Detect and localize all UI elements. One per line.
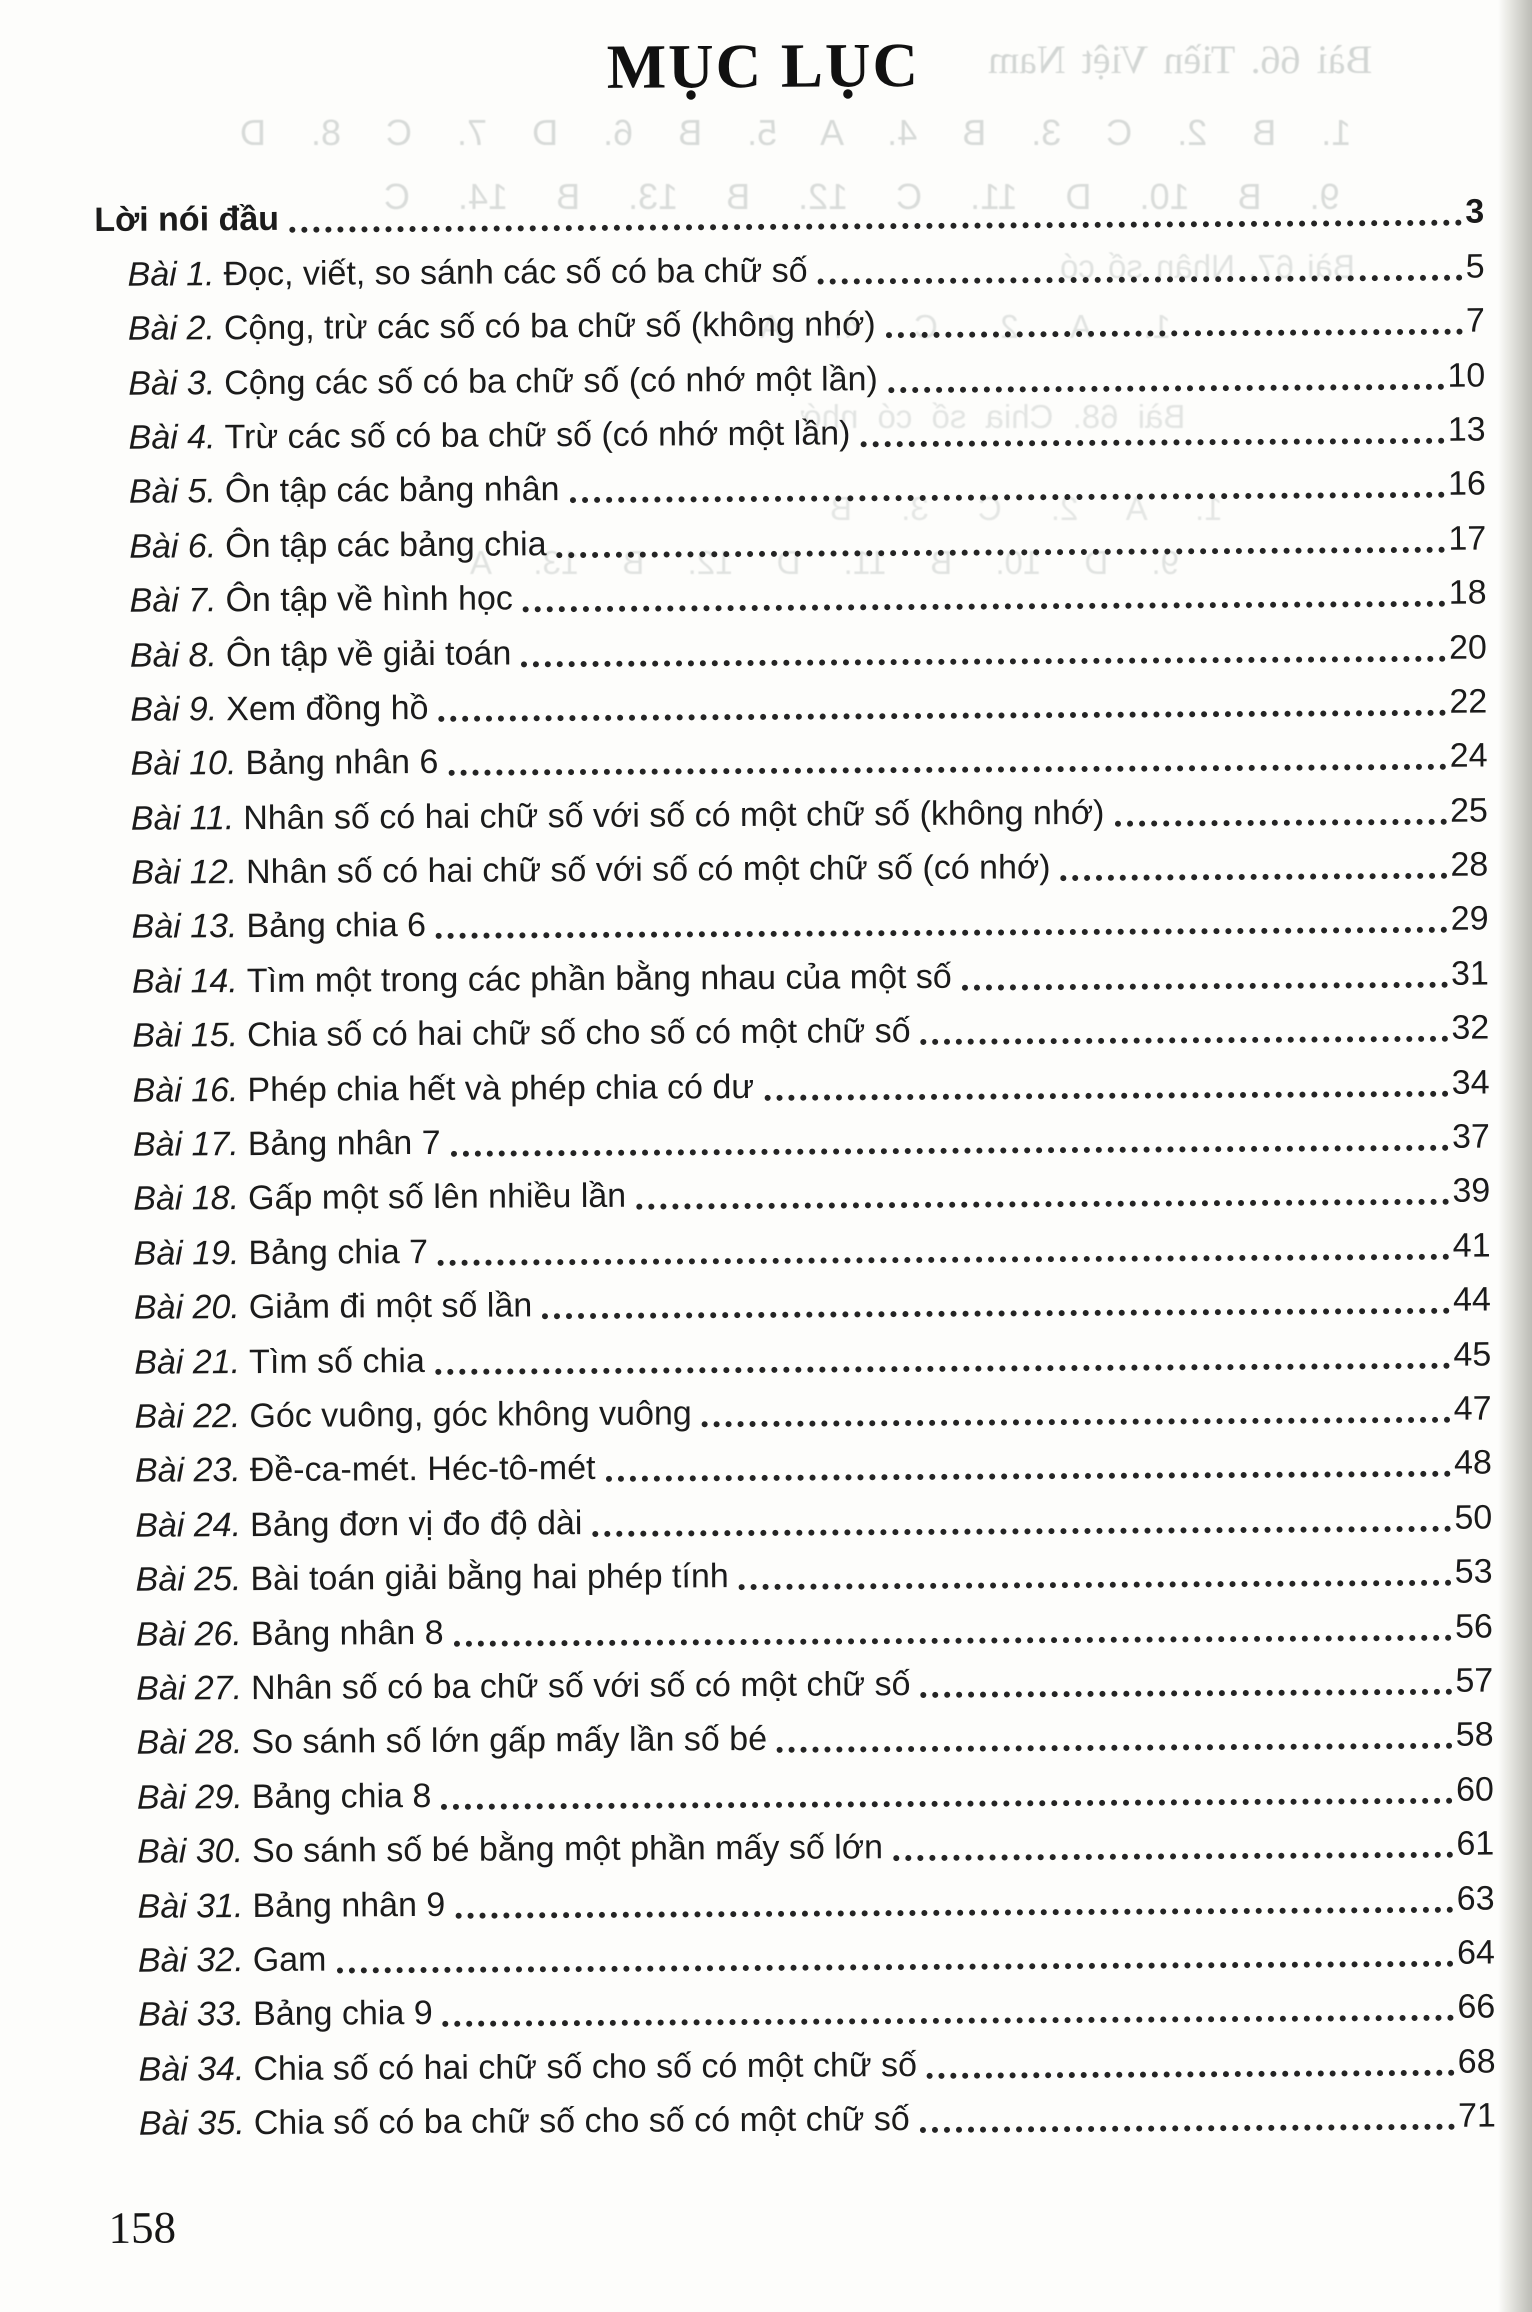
toc-entry-row — [101, 1267, 1491, 1330]
dotted-leader — [570, 492, 1446, 503]
bleed-through-text: Bài 68. Chia số có nhớ — [800, 398, 1186, 435]
toc-entry-row — [99, 1050, 1489, 1113]
dotted-leader — [739, 1580, 1452, 1590]
entry-lesson-label: Bài 1. — [127, 255, 215, 294]
dotted-leader — [592, 1525, 1451, 1536]
entry-page-number: 44 — [1452, 1280, 1492, 1319]
entry-page-number: 24 — [1449, 736, 1488, 776]
entry-page-number: 22 — [1449, 682, 1488, 721]
preface-label: Lời nói đầu — [94, 200, 280, 240]
entry-title: So sánh số lớn gấp mấy lần số bé — [251, 1720, 768, 1762]
toc-entry-row — [95, 397, 1485, 460]
toc-entry-row — [103, 1648, 1493, 1711]
toc-entry-row — [97, 723, 1487, 786]
dotted-leader — [454, 1634, 1452, 1646]
toc-entry-row — [104, 1866, 1494, 1929]
toc-entry-row — [103, 1594, 1493, 1657]
entry-lesson-label: Bài 28. — [136, 1723, 243, 1763]
toc-entry-row — [95, 343, 1485, 406]
entry-lesson-label: Bài 14. — [131, 961, 238, 1001]
toc-entry-row — [105, 1974, 1495, 2037]
entry-lesson-label: Bài 19. — [133, 1233, 240, 1273]
page-title: MỤC LỤC — [606, 29, 921, 102]
entry-page-number: 10 — [1447, 356, 1486, 395]
toc-entry-row — [94, 234, 1484, 297]
entry-title: Nhân số có hai chữ số với số có một chữ số (không nhớ) — [243, 793, 1105, 837]
entry-lesson-label: Bài 25. — [135, 1560, 242, 1599]
entry-title: Tìm số chia — [248, 1341, 425, 1381]
entry-title: Bảng nhân 6 — [245, 743, 439, 783]
entry-lesson-label: Bài 3. — [128, 363, 216, 403]
toc-entry-row — [96, 451, 1486, 514]
dotted-leader — [886, 329, 1463, 339]
toc-entry-row — [104, 1811, 1494, 1874]
entry-title: Ôn tập các bảng nhân — [224, 470, 560, 511]
entry-title: Ôn tập về hình học — [225, 579, 513, 620]
dotted-leader — [888, 383, 1445, 392]
dotted-leader — [962, 982, 1448, 991]
entry-page-number: 45 — [1453, 1335, 1492, 1374]
toc-entry-row — [98, 887, 1488, 950]
entry-lesson-label: Bài 32. — [137, 1941, 244, 1980]
entry-lesson-label: Bài 8. — [129, 635, 217, 675]
dotted-leader — [438, 1254, 1450, 1266]
entry-lesson-label: Bài 9. — [130, 690, 218, 729]
entry-lesson-label: Bài 34. — [138, 2049, 245, 2089]
dotted-leader — [448, 764, 1446, 776]
entry-title: Gấp một số lên nhiều lần — [247, 1177, 627, 1218]
entry-title: Đọc, viết, so sánh các số có ba chữ số — [223, 251, 808, 293]
entry-title: Bảng đơn vị đo độ dài — [249, 1503, 583, 1544]
entry-lesson-label: Bài 15. — [132, 1016, 239, 1056]
entry-lesson-label: Bài 4. — [128, 418, 216, 457]
bleed-through-text: 1. A 2. C 3. B — [830, 490, 1223, 527]
entry-page-number: 28 — [1450, 845, 1489, 884]
bleed-through-text: 9. D 10. B 11. D 12. B 13. A — [470, 544, 1179, 581]
entry-lesson-label: Bài 20. — [133, 1288, 240, 1327]
dotted-leader — [443, 2015, 1455, 2027]
entry-title: Gam — [252, 1940, 327, 1979]
dotted-leader — [439, 710, 1447, 722]
bleed-through-text: Bài 66. Tiền Việt Nam — [988, 37, 1373, 82]
entry-title: Bảng chia 6 — [246, 906, 427, 946]
dotted-leader — [920, 2124, 1455, 2133]
dotted-leader — [441, 1797, 1453, 1809]
entry-lesson-label: Bài 5. — [128, 472, 217, 512]
entry-title: Bài toán giải bằng hai phép tính — [250, 1557, 729, 1599]
entry-page-number: 16 — [1447, 464, 1487, 504]
entry-lesson-label: Bài 27. — [136, 1669, 243, 1708]
entry-lesson-label: Bài 31. — [137, 1886, 244, 1926]
dotted-leader — [777, 1743, 1453, 1753]
entry-lesson-label: Bài 2. — [127, 309, 216, 348]
toc-entry-row — [101, 1322, 1491, 1385]
entry-page-number: 34 — [1451, 1063, 1490, 1102]
toc-entry-row — [100, 1213, 1490, 1276]
entry-page-number: 32 — [1451, 1008, 1490, 1047]
entry-lesson-label: Bài 10. — [130, 744, 237, 784]
dotted-leader — [636, 1199, 1449, 1210]
entry-title: Bảng nhân 9 — [252, 1885, 446, 1925]
entry-title: Cộng các số có ba chữ số (có nhớ một lần) — [224, 359, 878, 402]
preface-page-number: 3 — [1465, 192, 1485, 232]
dotted-leader — [336, 1961, 1454, 1974]
entry-title: Bảng chia 7 — [248, 1232, 429, 1272]
entry-title: Bảng chia 9 — [252, 1994, 433, 2034]
toc-entry-row — [105, 1920, 1495, 1983]
entry-lesson-label: Bài 26. — [135, 1614, 242, 1654]
toc-entry-row — [106, 2083, 1496, 2146]
entry-title: Bảng nhân 8 — [250, 1613, 444, 1653]
entry-page-number: 57 — [1455, 1661, 1494, 1700]
table-of-contents — [94, 180, 1496, 2147]
entry-title: Chia số có hai chữ số cho số có một chữ số — [253, 2045, 918, 2088]
entry-lesson-label: Bài 7. — [129, 581, 217, 620]
page-edge-shadow — [1498, 0, 1532, 2312]
entry-title: Nhân số có ba chữ số với số có một chữ số — [250, 1664, 911, 1708]
toc-entry-row — [105, 2029, 1495, 2092]
entry-title: Chia số có hai chữ số cho số có một chữ số — [246, 1012, 911, 1055]
entry-title: So sánh số bé bằng một phần mấy số lớn — [251, 1828, 884, 1871]
entry-page-number: 20 — [1448, 628, 1488, 667]
entry-page-number: 5 — [1465, 247, 1485, 286]
entry-lesson-label: Bài 11. — [130, 798, 235, 838]
entry-page-number: 37 — [1451, 1117, 1491, 1156]
dotted-leader — [927, 2069, 1455, 2078]
dotted-leader — [920, 1689, 1452, 1698]
entry-page-number: 68 — [1457, 2042, 1496, 2081]
toc-entry-row — [97, 615, 1487, 678]
bleed-through-text: 9. B 10. D 11. C 12. B 13. B 14. C — [384, 176, 1340, 217]
toc-entry-row — [96, 506, 1486, 569]
entry-lesson-label: Bài 16. — [132, 1070, 239, 1110]
toc-entry-row — [99, 995, 1489, 1058]
toc-entry-row — [96, 560, 1486, 623]
dotted-leader — [455, 1906, 1453, 1918]
entry-page-number: 31 — [1450, 954, 1490, 993]
dotted-leader — [289, 220, 1462, 233]
dotted-leader — [1114, 818, 1447, 826]
entry-title: Phép chia hết và phép chia có dư — [247, 1067, 755, 1109]
dotted-leader — [764, 1090, 1449, 1100]
entry-page-number: 13 — [1447, 410, 1486, 449]
entry-page-number: 56 — [1454, 1607, 1494, 1646]
entry-title: Bảng nhân 7 — [247, 1123, 441, 1164]
entry-title: Đề-ca-mét. Héc-tô-mét — [249, 1449, 596, 1490]
toc-entry-row — [103, 1702, 1493, 1765]
entry-title: Cộng, trừ các số có ba chữ số (không nhớ) — [223, 305, 876, 348]
dotted-leader — [557, 546, 1446, 557]
entry-lesson-label: Bài 30. — [137, 1832, 244, 1871]
bleed-through-text: Bài 67. Nhân số có — [1060, 248, 1355, 285]
dotted-leader — [606, 1471, 1452, 1482]
entry-lesson-label: Bài 17. — [132, 1125, 239, 1164]
entry-page-number: 61 — [1456, 1824, 1495, 1863]
entry-page-number: 64 — [1456, 1933, 1495, 1972]
entry-lesson-label: Bài 13. — [131, 907, 238, 947]
dotted-leader — [436, 927, 1448, 939]
toc-entry-row — [100, 1159, 1490, 1222]
entry-page-number: 66 — [1457, 1987, 1496, 2026]
toc-entry-row — [99, 941, 1489, 1004]
entry-lesson-label: Bài 18. — [133, 1179, 240, 1219]
entry-title: Tìm một trong các phần bằng nhau của một số — [246, 957, 952, 1000]
toc-entry-row — [102, 1485, 1492, 1548]
entry-page-number: 50 — [1454, 1498, 1493, 1537]
entry-title: Ôn tập về giải toán — [225, 633, 512, 674]
entry-title: Nhân số có hai chữ số với số có một chữ số (có nhớ) — [246, 848, 1051, 892]
entry-lesson-label: Bài 24. — [135, 1505, 242, 1545]
bleed-through-text: 1. A 2. C 4. A — [760, 308, 1171, 345]
entry-page-number: 63 — [1456, 1878, 1495, 1918]
entry-page-number: 58 — [1455, 1715, 1494, 1755]
entry-title: Bảng chia 8 — [251, 1776, 432, 1816]
entry-page-number: 47 — [1453, 1389, 1492, 1428]
entry-title: Giảm đi một số lần — [248, 1286, 533, 1327]
dotted-leader — [702, 1417, 1451, 1428]
dotted-leader — [1061, 873, 1448, 881]
toc-entry-row — [102, 1430, 1492, 1493]
toc-entry-row — [98, 832, 1488, 895]
entry-page-number: 41 — [1452, 1226, 1491, 1265]
dotted-leader — [451, 1145, 1449, 1157]
toc-entry-row — [100, 1104, 1490, 1167]
dotted-leader — [542, 1308, 1450, 1320]
entry-page-number: 17 — [1448, 519, 1487, 558]
dotted-leader — [818, 274, 1463, 284]
entry-page-number: 18 — [1448, 573, 1487, 612]
entry-lesson-label: Bài 33. — [138, 1995, 245, 2035]
entry-page-number: 7 — [1465, 301, 1486, 340]
entry-page-number: 60 — [1455, 1770, 1494, 1809]
toc-entry-row — [101, 1376, 1491, 1439]
dotted-leader — [521, 655, 1446, 667]
toc-entry-row — [95, 288, 1485, 351]
entry-lesson-label: Bài 6. — [129, 526, 217, 566]
toc-entry-row — [98, 778, 1488, 841]
entry-page-number: 29 — [1450, 899, 1489, 939]
entry-lesson-label: Bài 23. — [134, 1451, 241, 1491]
entry-page-number: 25 — [1449, 791, 1489, 830]
dotted-leader — [523, 601, 1446, 613]
toc-entry-row — [104, 1757, 1494, 1820]
entry-lesson-label: Bài 35. — [138, 2104, 245, 2143]
entry-title: Trừ các số có ba chữ số (có nhớ một lần) — [224, 414, 851, 457]
entry-title: Góc vuông, góc không vuông — [249, 1394, 692, 1436]
dotted-leader — [893, 1852, 1453, 1861]
dotted-leader — [435, 1362, 1451, 1374]
entry-lesson-label: Bài 21. — [134, 1342, 241, 1382]
entry-page-number: 71 — [1457, 2096, 1496, 2135]
entry-lesson-label: Bài 12. — [131, 853, 238, 892]
dotted-leader — [921, 1036, 1449, 1045]
entry-page-number: 53 — [1454, 1552, 1493, 1591]
toc-entry-row — [97, 669, 1487, 732]
entry-page-number: 48 — [1453, 1443, 1493, 1483]
entry-title: Chia số có ba chữ số cho số có một chữ số — [253, 2100, 910, 2143]
entry-lesson-label: Bài 29. — [136, 1777, 243, 1817]
toc-preface-row — [94, 180, 1484, 243]
entry-title: Ôn tập các bảng chia — [225, 524, 547, 565]
entry-lesson-label: Bài 22. — [134, 1397, 241, 1436]
dotted-leader — [860, 438, 1444, 448]
entry-page-number: 39 — [1452, 1171, 1491, 1211]
toc-entry-row — [102, 1539, 1492, 1602]
bleed-through-text: 1. B 2. C 3. B 4. A 5. B 6. D 7. C 8. D — [240, 112, 1352, 153]
folio-page-number: 158 — [108, 2202, 177, 2253]
entry-title: Xem đồng hồ — [226, 688, 429, 729]
